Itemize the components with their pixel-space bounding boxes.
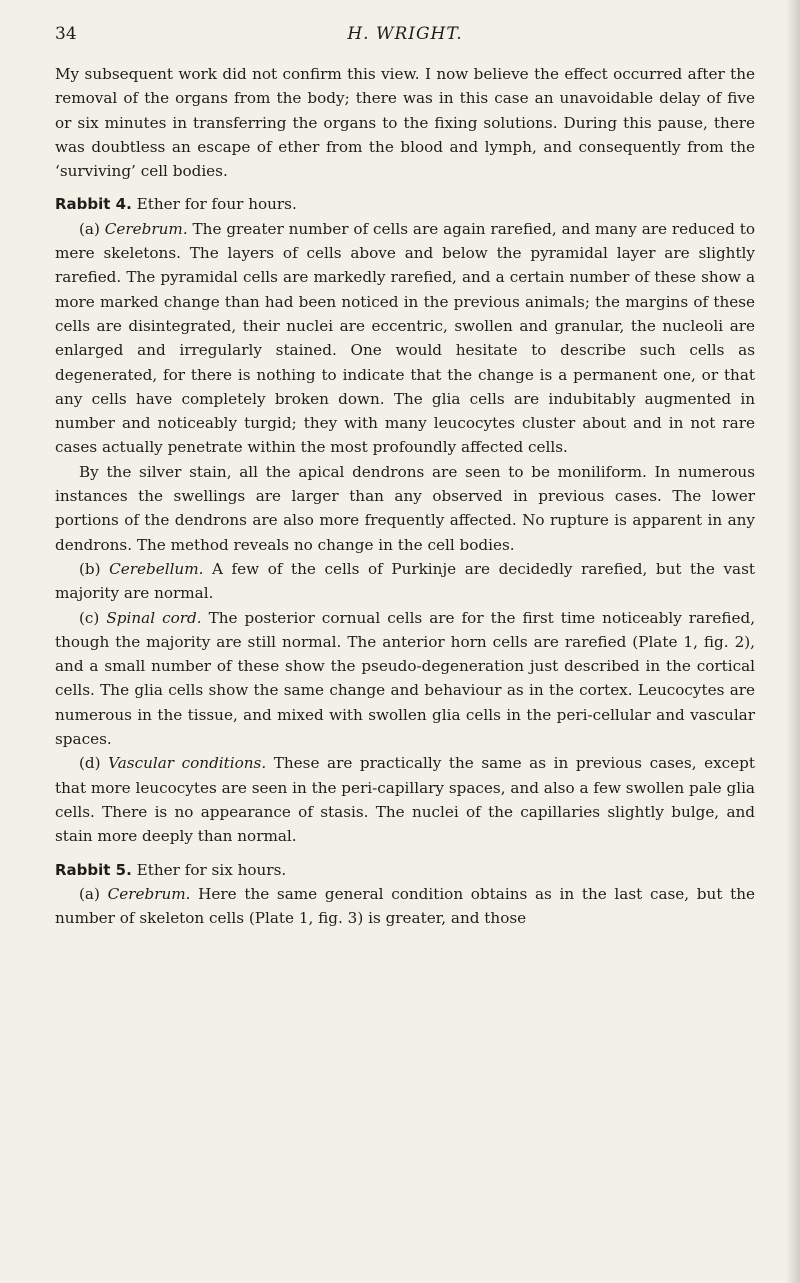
page-header — [55, 24, 755, 50]
rabbit-4-vascular-text: These are practically the same as in previous cases, except that more leucocytes are seen in the peri-capillary spaces, and also a few swollen pale glia cells. There is no appearance of stasis. The nuclei of the capillaries slightly bulge, and stain more deeply than normal. — [55, 754, 755, 846]
rabbit-4-title: Ether for four hours. — [136, 195, 297, 214]
rabbit-4-silver-stain-paragraph: By the silver stain, all the apical dendrons are seen to be moniliform. In numerous instances the swellings are larger than any observed in previous cases. The lower portions of the dendrons are also more frequently affected. No rupture is apparent in any dendrons. The method reveals no change in the cell bodies. — [55, 462, 755, 554]
rabbit-4-vascular-marker: (d) — [79, 754, 101, 773]
rabbit-4-cerebrum-text: The greater number of cells are again rarefied, and many are reduced to mere skeletons. The layers of cells above and below the pyramidal layer are slightly rarefied. The pyramidal cells are markedly rarefied, and a certain number of these show a more marked change than had been noticed in the previous animals; the margins of these cells are disintegrated, their nuclei are eccentric, swollen and granular, the nucleoli are enlarged and irregularly stained. One would hesitate to describe such cells as degenerated, for there is nothing to indicate that the change is a permanent one, or that any cells have completely broken down. The glia cells are indubitably augmented in number and noticeably turgid; they with many leucocytes cluster about and in not rare cases actually penetrate within the most profoundly affected cells. — [55, 219, 756, 457]
rabbit-4-cerebellum-paragraph — [55, 557, 755, 606]
page-edge-shadow — [786, 0, 800, 1283]
rabbit-5-cerebrum-title: Cerebrum. — [107, 884, 191, 903]
page-number: 34 — [55, 24, 77, 44]
running-head: H. WRIGHT. — [347, 24, 463, 44]
rabbit-4-cerebrum-paragraph — [55, 217, 755, 460]
rabbit-4-cerebellum-title: Cerebellum. — [109, 559, 204, 578]
rabbit-4-spinal-cord-text: The posterior cornual cells are for the first time noticeably rarefied, though the majority are still normal. The anterior horn cells are rarefied (Plate 1, fig. 2), and a small number of these show the pseudo-degeneration just described in the cortical cells. The glia cells show the same change and behaviour as in the cortex. Leucocytes are numerous in the tissue, and mixed with swollen glia cells in the peri-cellular and vascular spaces. — [55, 608, 756, 749]
rabbit-5-title: Ether for six hours. — [136, 860, 287, 879]
rabbit-4-spinal-cord-paragraph — [55, 606, 755, 752]
rabbit-5-cerebrum-paragraph — [55, 882, 755, 931]
rabbit-4-cerebellum-text: A few of the cells of Purkinje are decidedly rarefied, but the vast majority are normal. — [55, 559, 755, 603]
rabbit-4-vascular-title: Vascular conditions. — [108, 754, 267, 773]
rabbit-4-spinal-cord-marker: (c) — [79, 608, 100, 627]
rabbit-5-cerebrum-marker: (a) — [79, 884, 100, 903]
rabbit-4-vascular-paragraph — [55, 751, 755, 848]
rabbit-4-cerebrum-marker: (a) — [79, 219, 100, 238]
body-text — [55, 62, 755, 930]
rabbit-4-label: Rabbit 4. — [55, 195, 132, 214]
rabbit-4-cerebrum-title: Cerebrum. — [104, 219, 188, 238]
rabbit-5-cerebrum-text: Here the same general condition obtains as in the last case, but the number of skeleton cells (Plate 1, fig. 3) is greater, and those — [55, 884, 755, 928]
opening-paragraph: My subsequent work did not confirm this view. I now believe the effect occurred after the removal of the organs from the body; there was in this case an unavoidable delay of five or six minutes in transferring the organs to the fixing solutions. During this pause, there was doubtless an escape of ether from the blood and lymph, and consequently from the ‘surviving’ cell bodies. — [55, 65, 755, 181]
rabbit-4-cerebellum-marker: (b) — [79, 559, 101, 578]
rabbit-4-heading — [55, 192, 755, 216]
rabbit-5-label: Rabbit 5. — [55, 860, 132, 879]
rabbit-4-spinal-cord-title: Spinal cord. — [106, 608, 202, 627]
rabbit-5-heading — [55, 858, 755, 882]
